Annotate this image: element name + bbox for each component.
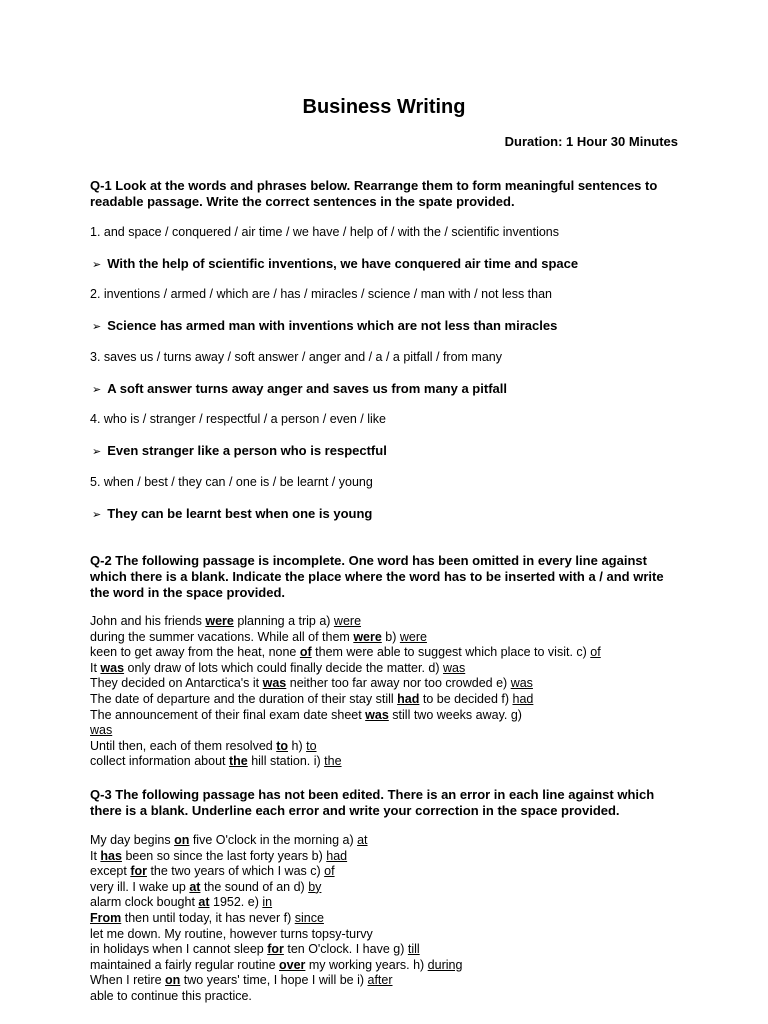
- passage-line: [90, 723, 690, 739]
- arrow-bullet-icon: ➢: [92, 384, 102, 396]
- line-text: except: [90, 864, 131, 879]
- line-text: It: [90, 660, 101, 675]
- q1-prompt-1: 1. and space / conquered / air time / we have / help of / with the / scientific inventions: [90, 225, 560, 239]
- line-text: 1952. e): [209, 895, 263, 910]
- line-text: to be decided f): [419, 691, 513, 706]
- q1-heading: Q-1 Look at the words and phrases below. Rearrange them to form meaningful sentences to readable passage. Write the correct sentences in the spate provided.: [90, 178, 658, 209]
- passage-line: [90, 708, 690, 724]
- passage-line: [90, 630, 690, 646]
- line-text: during the summer vacations. While all of them: [90, 629, 354, 644]
- answer-blank: during: [427, 957, 463, 972]
- line-text: the sound of an d): [200, 879, 309, 894]
- line-text: then until today, it has never f): [121, 910, 295, 925]
- line-text: ten O'clock. I have g): [283, 942, 408, 957]
- line-text: my working years. h): [305, 957, 428, 972]
- answer-blank: of: [324, 864, 335, 879]
- arrow-bullet-icon: ➢: [92, 259, 102, 271]
- line-text: only draw of lots which could finally decide the matter. d): [124, 660, 443, 675]
- answer-blank: to: [306, 738, 317, 753]
- q1-answer-5: [92, 506, 372, 521]
- passage-line: [90, 880, 690, 896]
- line-text: My day begins: [90, 833, 175, 847]
- passage-line: [90, 849, 690, 865]
- highlighted-word: on: [174, 833, 190, 847]
- line-text: them were able to suggest which place to visit. c): [311, 645, 591, 660]
- line-text: let me down. My routine, however turns topsy-turvy: [90, 926, 373, 941]
- answer-blank: had: [326, 848, 348, 863]
- line-text: neither too far away nor too crowded e): [286, 676, 511, 691]
- arrow-bullet-icon: ➢: [92, 509, 102, 521]
- line-text: been so since the last forty years b): [121, 848, 327, 863]
- answer-text: They can be learnt best when one is young: [107, 506, 373, 521]
- line-text: They decided on Antarctica's it: [90, 676, 263, 691]
- q2-heading: Q-2 The following passage is incomplete. One word has been omitted in every line against which there is a blank. Indicate the place where the word has to be inserted with a / and write the word in the space provided.: [90, 553, 664, 600]
- highlighted-word: was: [100, 660, 125, 675]
- line-text: keen to get away from the heat, none: [90, 645, 300, 660]
- answer-blank: since: [294, 910, 324, 925]
- line-text: hill station. i): [247, 754, 325, 769]
- passage-line: [90, 833, 690, 849]
- q1-prompt-3: 3. saves us / turns away / soft answer / anger and / a / a pitfall / from many: [90, 350, 502, 364]
- q2-passage: [90, 614, 690, 770]
- passage-line: [90, 911, 690, 927]
- passage-line: [90, 973, 690, 989]
- answer-blank: was: [510, 676, 533, 691]
- answer-blank: was: [442, 660, 466, 675]
- answer-blank: after: [367, 973, 393, 988]
- line-text: planning a trip a): [233, 614, 334, 628]
- highlighted-word: for: [130, 864, 147, 879]
- passage-line: [90, 754, 690, 770]
- answer-blank: at: [357, 833, 368, 847]
- answer-blank: was: [90, 723, 113, 738]
- answer-text: Science has armed man with inventions which are not less than miracles: [107, 318, 558, 333]
- line-text: It: [90, 848, 101, 863]
- highlighted-word: at: [198, 895, 210, 910]
- line-text: b): [381, 629, 400, 644]
- q1-answer-1: [92, 256, 578, 271]
- highlighted-word: were: [205, 614, 234, 628]
- line-text: the two years of which I was c): [146, 864, 325, 879]
- line-text: When I retire: [90, 973, 166, 988]
- answer-text: With the help of scientific inventions, we have conquered air time and space: [107, 256, 579, 271]
- passage-line: [90, 739, 690, 755]
- passage-line: [90, 645, 690, 661]
- answer-blank: were: [399, 629, 427, 644]
- arrow-bullet-icon: ➢: [92, 321, 102, 333]
- passage-line: [90, 958, 690, 974]
- answer-blank: by: [308, 879, 322, 894]
- q3-heading: Q-3 The following passage has not been edited. There is an error in each line against which there is a blank. Underline each error and write your correction in the space provided.: [90, 787, 655, 818]
- q1-answer-4: [92, 443, 387, 458]
- line-text: two years' time, I hope I will be i): [180, 973, 368, 988]
- highlighted-word: had: [397, 691, 420, 706]
- line-text: Until then, each of them resolved: [90, 738, 277, 753]
- q1-answer-2: [92, 318, 557, 333]
- line-text: John and his friends: [90, 614, 206, 628]
- q3-passage: [90, 833, 690, 1005]
- line-text: The date of departure and the duration of their stay still: [90, 691, 398, 706]
- line-text: The announcement of their final exam date sheet: [90, 707, 366, 722]
- line-text: maintained a fairly regular routine: [90, 957, 279, 972]
- highlighted-word: on: [165, 973, 181, 988]
- passage-line: [90, 942, 690, 958]
- passage-line: [90, 661, 690, 677]
- line-text: h): [288, 738, 307, 753]
- answer-blank: the: [324, 754, 342, 769]
- q1-prompt-5: 5. when / best / they can / one is / be learnt / young: [90, 475, 373, 489]
- highlighted-word: to: [276, 738, 289, 753]
- passage-line: [90, 676, 690, 692]
- answer-blank: of: [590, 645, 601, 660]
- answer-blank: till: [407, 942, 420, 957]
- line-text: five O'clock in the morning a): [189, 833, 358, 847]
- answer-blank: had: [512, 691, 534, 706]
- passage-line: [90, 614, 690, 630]
- highlighted-word: were: [353, 629, 382, 644]
- line-text: still two weeks away. g): [388, 707, 522, 722]
- answer-blank: in: [262, 895, 273, 910]
- line-text: alarm clock bought: [90, 895, 199, 910]
- passage-line: [90, 864, 690, 880]
- passage-line: [90, 927, 690, 943]
- highlighted-word: has: [100, 848, 122, 863]
- passage-line: [90, 692, 690, 708]
- q1-prompt-2: 2. inventions / armed / which are / has / miracles / science / man with / not less than: [90, 287, 553, 301]
- line-text: very ill. I wake up: [90, 879, 190, 894]
- highlighted-word: at: [189, 879, 201, 894]
- arrow-bullet-icon: ➢: [92, 446, 102, 458]
- highlighted-word: for: [267, 942, 284, 957]
- line-text: in holidays when I cannot sleep: [90, 942, 268, 957]
- line-text: collect information about: [90, 754, 229, 769]
- duration-label: Duration: 1 Hour 30 Minutes: [504, 134, 678, 149]
- line-text: able to continue this practice.: [90, 988, 252, 1003]
- highlighted-word: the: [228, 754, 248, 769]
- highlighted-word: was: [262, 676, 287, 691]
- highlighted-word: was: [365, 707, 389, 722]
- passage-line: [90, 989, 690, 1005]
- q1-answer-3: [92, 381, 507, 396]
- answer-text: A soft answer turns away anger and saves us from many a pitfall: [107, 381, 507, 396]
- passage-line: [90, 895, 690, 911]
- answer-blank: were: [333, 614, 362, 628]
- highlighted-word: From: [90, 910, 122, 925]
- highlighted-word: of: [299, 645, 312, 660]
- page-title: Business Writing: [302, 96, 466, 118]
- answer-text: Even stranger like a person who is respectful: [107, 443, 387, 458]
- highlighted-word: over: [279, 957, 306, 972]
- q1-prompt-4: 4. who is / stranger / respectful / a person / even / like: [90, 412, 386, 426]
